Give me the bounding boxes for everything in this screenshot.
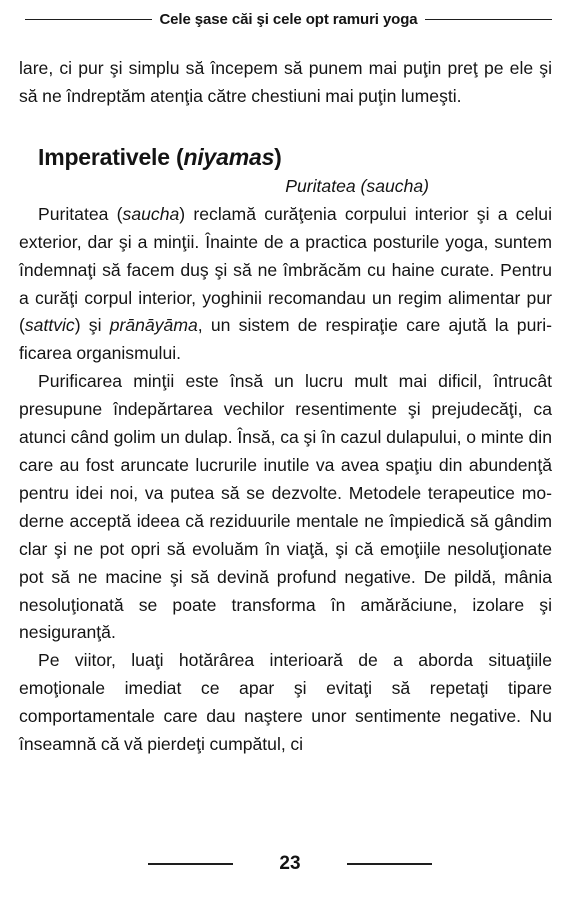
term-sattvic: sattvic [24, 315, 75, 336]
header-rule-right [425, 19, 552, 21]
page-body [19, 55, 552, 759]
running-header-title: Cele şase căi şi cele opt ramuri yoga [159, 11, 418, 28]
section-heading [38, 142, 552, 172]
footer-rule-right [347, 863, 432, 865]
paragraph-purity-text-4: , un sistem de respiraţie care ajută la purificarea organismului. [19, 315, 552, 364]
subsection-heading: Puritatea (saucha) [285, 175, 429, 196]
section-heading-text: Imperativele ( [38, 143, 184, 170]
section-heading-term: niyamas [183, 143, 275, 170]
paragraph-purity-text-2: ) reclamă curăţenia corpului interior şi a celui exterior, dar şi a minţii. Înainte de a practica posturile yoga, suntem îndemnaţi să facem duş şi să ne îmbrăcăm cu haine curate. Pentru a curăţi corpul interior, yoghinii recomandau un regim alimentar pur ( [19, 203, 552, 336]
running-header [25, 11, 552, 28]
term-pranayama: prānāyāma [109, 315, 198, 336]
page-number: 23 [279, 853, 301, 874]
page-footer [145, 853, 435, 875]
paragraph-continuation: lare, ci pur şi simplu să începem să punem mai puţin preţ pe ele şi să ne îndreptăm atenţia către chestiuni mai puţin lumeşti. [19, 58, 552, 106]
paragraph-purity [19, 201, 552, 368]
paragraph-purity-text-3: ) şi [74, 315, 110, 336]
paragraph-mind-purification: Purificarea minţii este însă un lucru mult mai dificil, întrucât presupune îndepărtarea vechilor resentimente şi prejudecăţi, ca atunci când golim un dulap. Însă, ca şi în cazul dulapului, o minte din care au fost aruncate lucrurile inutile va avea spaţiu din abundenţă pentru idei noi, va putea să se dezvolte. Metodele terapeutice moderne acceptă ideea că reziduurile mentale ne împiedică să gândim clar şi ne pot opri să evoluăm în viaţă, şi că emoţiile nesoluţionate pot să ne macine şi să devină profund negative. De pildă, mânia nesoluţionată se poate transforma în amărăciune, izolare şi nesiguranţă. [19, 371, 552, 643]
section-heading-close: ) [274, 143, 282, 170]
paragraph-purity-text-1: Puritatea ( [38, 203, 123, 224]
footer-rule-left [148, 863, 233, 865]
header-rule-left [25, 19, 152, 21]
term-saucha: saucha [122, 203, 180, 224]
paragraph-future-resolve: Pe viitor, luaţi hotărârea interioară de a aborda situaţiile emoţionale imediat ce apar şi evitaţi să repetaţi tipare comportamentale care dau naştere unor sentimente negative. Nu înseamnă că vă pierdeţi cumpătul, ci [19, 650, 552, 755]
